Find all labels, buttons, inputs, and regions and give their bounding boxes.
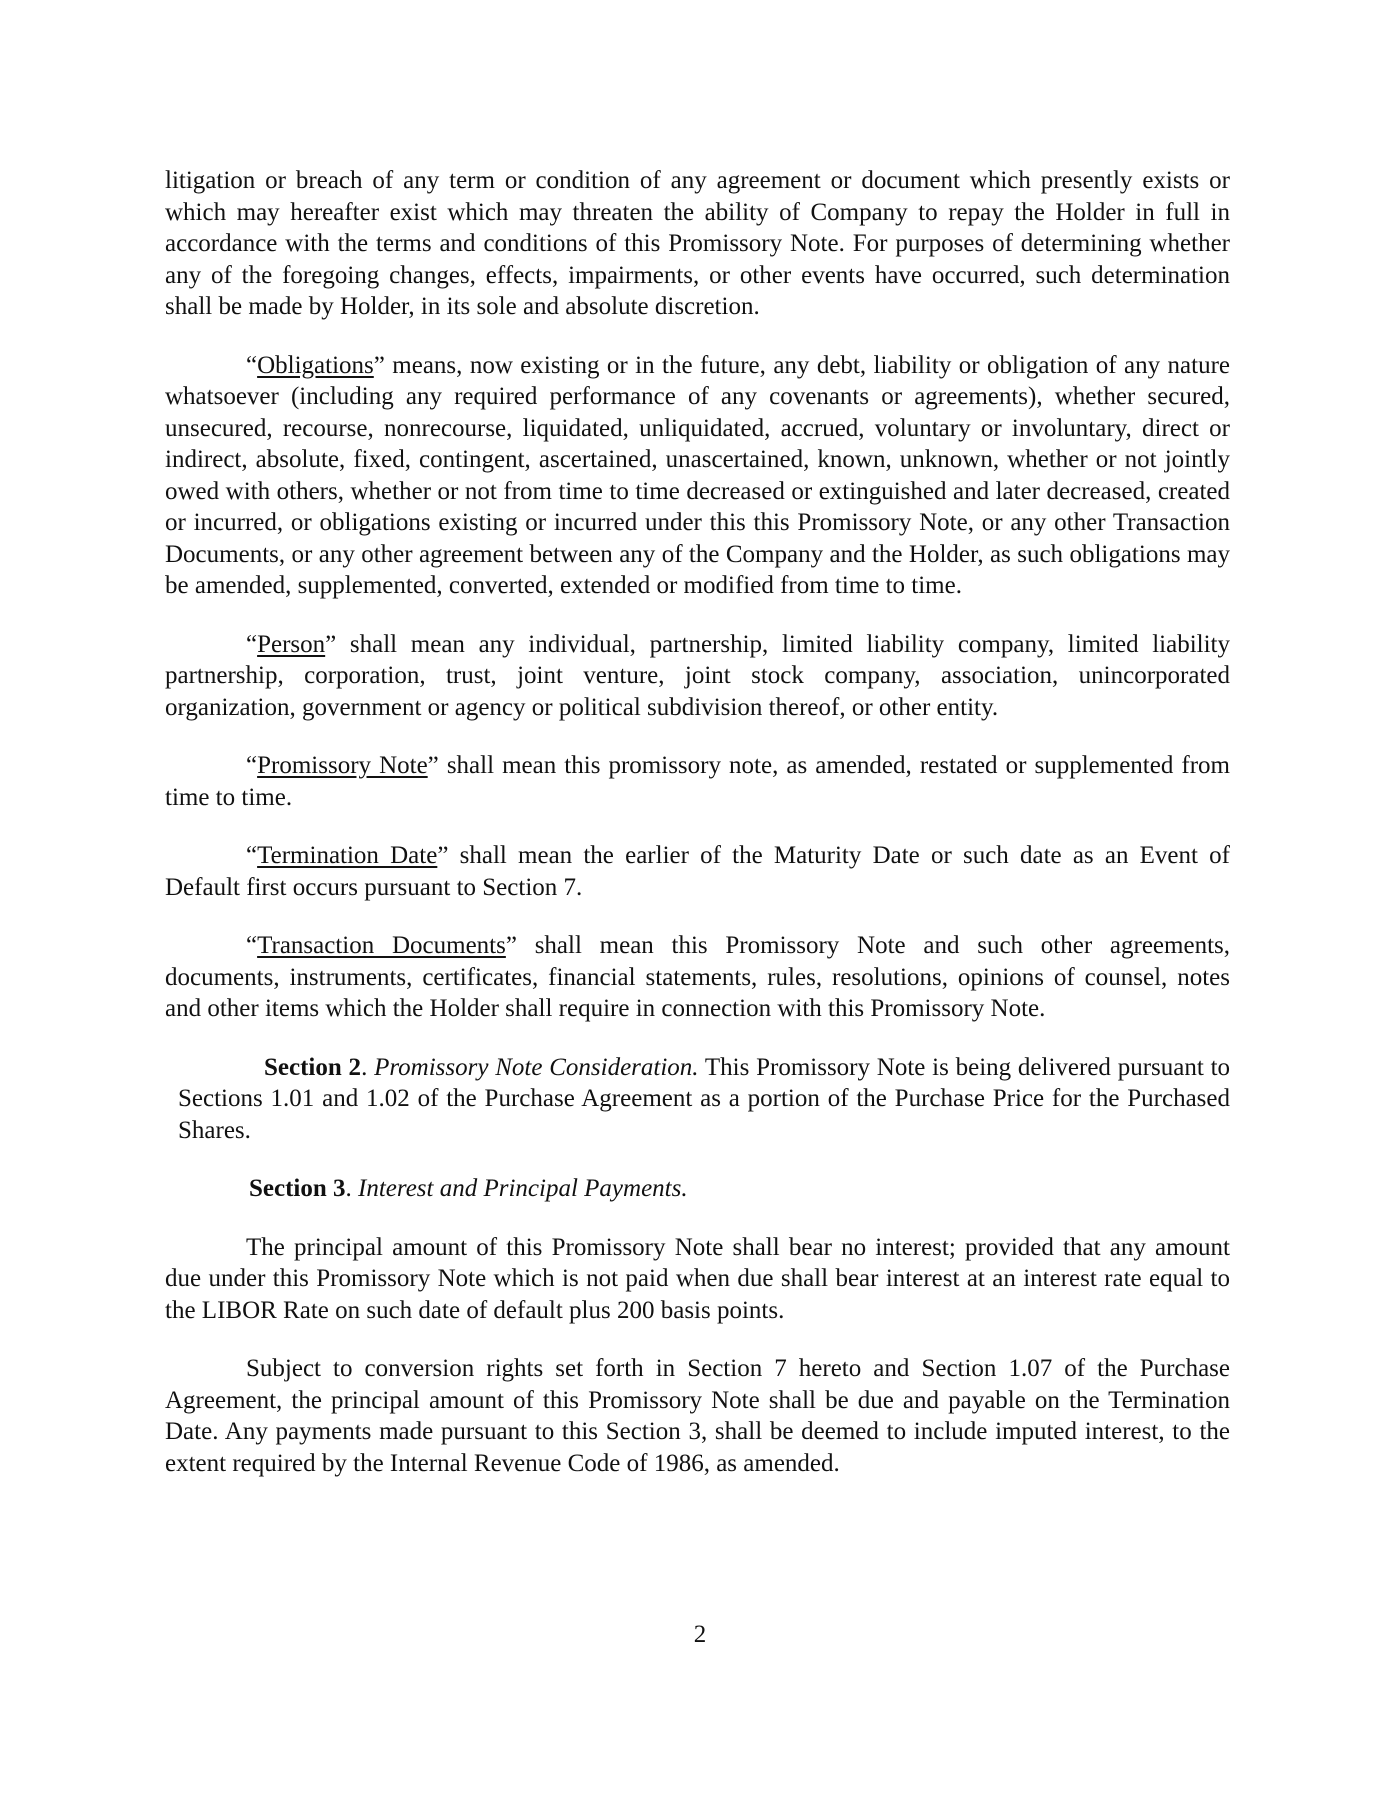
section-3-label: Section 3 (249, 1175, 346, 1202)
section-3-period: . (345, 1175, 359, 1202)
open-quote: “ (246, 351, 258, 379)
definition-text: ” shall mean this promissory note, as amended, restated or supplemented from time to time. (165, 752, 1231, 811)
open-quote: “ (246, 842, 258, 869)
definition-obligations (165, 350, 1230, 602)
definition-person (165, 629, 1230, 724)
definition-text: ” shall mean this Promissory Note and such other agreements, documents, instruments, certificates, financial statements, rules, resolutions, opinions of counsel, notes and other items which the Holder shall require in connection with this Promissory Note. (165, 932, 1230, 1022)
definition-termination-date (165, 840, 1230, 903)
definition-promissory-note (165, 750, 1230, 813)
defined-term: Obligations (257, 351, 374, 379)
definition-text: ” means, now existing or in the future, any debt, liability or obligation of any nature whatsoever (including any required performance of any covenants or agreements), whether secured, unsecured, recourse, nonrecourse, liquidated, unliquidated, accrued, voluntary or involuntary, direct or indirect, absolute, fixed, contingent, ascertained, unascertained, known, unknown, whether or not jointly owed with others, whether or not from time to time decreased or extinguished and later decreased, created or incurred, or obligations existing or incurred under this this Promissory Note, or any other Transaction Documents, or any other agreement between any of the Company and the Holder, as such obligations may be amended, supplemented, converted, extended or modified from time to time. (165, 351, 1230, 599)
defined-term: Promissory Note (257, 752, 428, 779)
section-2-title: Promissory Note Consideration. (374, 1053, 699, 1081)
document-body (165, 165, 1230, 1506)
section-3-paragraph-principal: Subject to conversion rights set forth in Section 7 hereto and Section 1.07 of the Purchase Agreement, the principal amount of this Promissory Note shall be due and payable on the Termination Date. Any payments made pursuant to this Section 3, shall be deemed to include imputed interest, to the extent required by the Internal Revenue Code of 1986, as amended. (165, 1355, 1230, 1477)
page-number: 2 (693, 1621, 707, 1648)
section-2-text: This Promissory Note is being delivered pursuant to Sections 1.01 and 1.02 of the Purchase Agreement as a portion of the Purchase Price for the Purchased Shares. (178, 1053, 1231, 1144)
definition-text: ” shall mean any individual, partnership, limited liability company, limited liability partnership, corporation, trust, joint venture, joint stock company, association, unincorporated organization, government or agency or political subdivision thereof, or other entity. (165, 630, 1230, 721)
section-3-paragraph-interest: The principal amount of this Promissory Note shall bear no interest; provided that any amount due under this Promissory Note which is not paid when due shall bear interest at an interest rate equal to the LIBOR Rate on such date of default plus 200 basis points. (165, 1233, 1230, 1324)
section-2-heading (178, 1054, 699, 1081)
defined-term: Termination Date (257, 842, 438, 869)
section-2-label: Section 2 (264, 1053, 362, 1081)
open-quote: “ (246, 932, 258, 959)
defined-term: Person (257, 630, 326, 658)
section-2-paragraph (178, 1052, 1230, 1147)
section-3-heading (165, 1173, 1230, 1205)
open-quote: “ (246, 630, 258, 658)
open-quote: “ (246, 752, 258, 779)
defined-term: Transaction Documents (257, 932, 506, 959)
continuation-paragraph: litigation or breach of any term or condition of any agreement or document which presently exists or which may hereafter exist which may threaten the ability of Company to repay the Holder in full in accordance with the terms and conditions of this Promissory Note. For purposes of determining whether any of the foregoing changes, effects, impairments, or other events have occurred, such determination shall be made by Holder, in its sole and absolute discretion. (165, 167, 1230, 320)
definition-text: ” shall mean the earlier of the Maturity Date or such date as an Event of Default first occurs pursuant to Section 7. (165, 842, 1230, 901)
section-2-period: . (361, 1053, 375, 1081)
definition-transaction-documents (165, 930, 1230, 1025)
section-3-title: Interest and Principal Payments. (358, 1175, 688, 1202)
